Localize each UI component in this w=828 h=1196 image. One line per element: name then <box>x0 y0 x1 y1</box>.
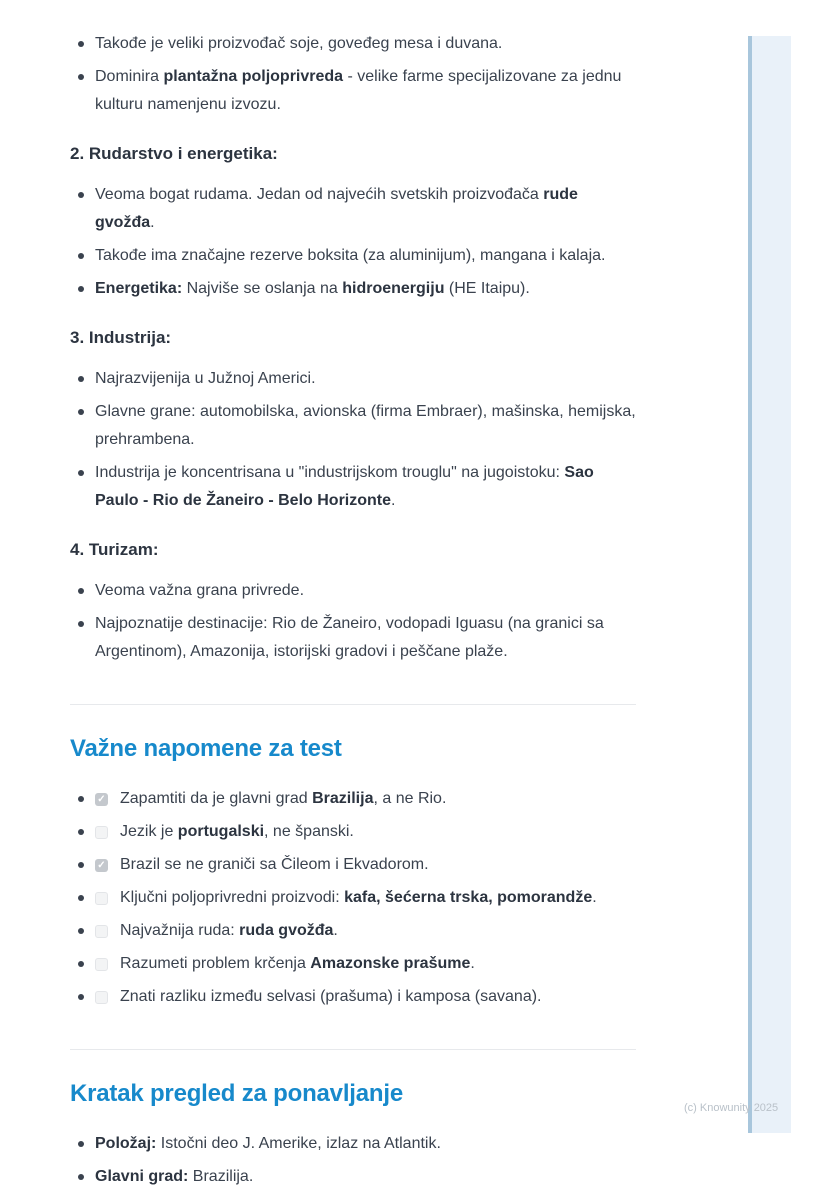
list-item <box>70 610 636 666</box>
text: Takođe ima značajne rezerve boksita (za aluminijum), mangana i kalaja. <box>95 247 606 264</box>
list-item-text <box>95 242 636 270</box>
bold-text: rude gvožđa <box>95 186 578 231</box>
list-item-text <box>95 30 636 58</box>
text: . <box>391 492 396 509</box>
list-item-text <box>95 275 636 303</box>
bullet-icon <box>78 41 84 47</box>
bold-text: ruda gvožđa <box>239 922 334 939</box>
text: Industrija je koncentrisana u "industrijskom trouglu" na jugoistoku: <box>95 464 565 481</box>
check-icon: ✓ <box>97 859 106 871</box>
list-item <box>70 1163 636 1191</box>
bullet-icon <box>78 1174 84 1180</box>
list-item <box>70 242 636 270</box>
bullet-icon <box>78 286 84 292</box>
bullet-icon <box>78 253 84 259</box>
bold-text: hidroenergiju <box>342 280 445 297</box>
bullet-icon <box>78 961 84 967</box>
list-item <box>70 459 636 515</box>
text: Brazilija. <box>188 1168 254 1185</box>
list-item-text <box>95 1163 636 1191</box>
bullet-list <box>70 1130 636 1191</box>
section-title: Kratak pregled za ponavljanje <box>70 1080 403 1107</box>
text: Najrazvijenija u Južnoj Americi. <box>95 370 316 387</box>
bullet-icon <box>78 588 84 594</box>
text: Razumeti problem krčenja <box>120 955 311 972</box>
bullet-list <box>70 30 636 119</box>
text: Najviše se oslanja na <box>182 280 343 297</box>
text: Jezik je <box>120 823 178 840</box>
bullet-icon <box>78 862 84 868</box>
numbered-heading: 3. Industrija: <box>70 328 172 347</box>
check-list <box>70 785 636 1011</box>
bullet-list <box>70 181 636 303</box>
list-item <box>70 30 636 58</box>
checkbox-checked[interactable] <box>95 859 108 872</box>
bold-text: Amazonske prašume <box>310 955 471 972</box>
bullet-icon <box>78 192 84 198</box>
list-item-text <box>95 365 636 393</box>
list-item <box>70 818 636 846</box>
list-item <box>70 917 636 945</box>
list-item-text <box>95 181 636 237</box>
text: - velike farme specijalizovane za jednu kulturu namenjenu izvozu. <box>95 68 622 113</box>
list-item-text <box>120 884 636 912</box>
list-item-text <box>120 851 636 879</box>
text: Veoma važna grana privrede. <box>95 582 305 599</box>
bullet-icon <box>78 928 84 934</box>
list-item-text <box>95 1130 636 1158</box>
bullet-icon <box>78 1141 84 1147</box>
bullet-icon <box>78 409 84 415</box>
text: Istočni deo J. Amerike, izlaz na Atlantik. <box>156 1135 441 1152</box>
list-item-text <box>95 610 636 666</box>
text: . <box>592 889 597 906</box>
bullet-icon <box>78 470 84 476</box>
list-item <box>70 577 636 605</box>
text: Najvažnija ruda: <box>120 922 240 939</box>
text: Zapamtiti da je glavni grad <box>120 790 313 807</box>
text: Veoma bogat rudama. Jedan od najvećih svetskih proizvođača <box>95 186 544 203</box>
vertical-scrollbar[interactable] <box>748 36 791 1133</box>
bullet-icon <box>78 621 84 627</box>
divider <box>70 1049 636 1050</box>
bold-text: Položaj: <box>95 1135 157 1152</box>
list-item-text <box>120 983 636 1011</box>
bold-text: kafa, šećerna trska, pomorandže <box>344 889 593 906</box>
document-content <box>70 30 636 1196</box>
text: Brazil se ne graniči sa Čileom i Ekvadorom. <box>120 856 429 873</box>
bold-text: Brazilija <box>312 790 374 807</box>
checkbox-unchecked[interactable] <box>95 925 108 938</box>
list-item-text <box>120 785 636 813</box>
text: Glavne grane: automobilska, avionska (firma Embraer), mašinska, hemijska, prehrambena. <box>95 403 636 448</box>
list-item <box>70 884 636 912</box>
numbered-heading: 4. Turizam: <box>70 540 159 559</box>
text: . <box>333 922 338 939</box>
checkbox-unchecked[interactable] <box>95 826 108 839</box>
text: Takođe je veliki proizvođač soje, goveđeg mesa i duvana. <box>95 35 503 52</box>
list-item <box>70 365 636 393</box>
bold-text: Energetika: <box>95 280 183 297</box>
list-item <box>70 398 636 454</box>
bullet-list <box>70 365 636 515</box>
bullet-icon <box>78 74 84 80</box>
list-item-text <box>120 818 636 846</box>
text: Ključni poljoprivredni proizvodi: <box>120 889 345 906</box>
bullet-list <box>70 577 636 666</box>
list-item <box>70 275 636 303</box>
list-item <box>70 851 636 879</box>
bullet-icon <box>78 994 84 1000</box>
list-item-text <box>120 917 636 945</box>
checkbox-unchecked[interactable] <box>95 892 108 905</box>
bold-text: Glavni grad: <box>95 1168 189 1185</box>
bullet-icon <box>78 376 84 382</box>
list-item-text <box>95 398 636 454</box>
check-icon: ✓ <box>97 793 106 805</box>
bold-text: Sao Paulo - Rio de Žaneiro - Belo Horizonte <box>95 464 594 509</box>
bullet-icon <box>78 895 84 901</box>
list-item-text <box>95 63 636 119</box>
list-item <box>70 181 636 237</box>
list-item <box>70 785 636 813</box>
bold-text: portugalski <box>177 823 265 840</box>
text: , ne španski. <box>264 823 354 840</box>
text: (HE Itaipu). <box>444 280 530 297</box>
list-item <box>70 1130 636 1158</box>
divider <box>70 704 636 705</box>
list-item <box>70 63 636 119</box>
list-item-text <box>95 459 636 515</box>
copyright-watermark: (c) Knowunity 2025 <box>684 1102 779 1114</box>
bullet-icon <box>78 829 84 835</box>
checkbox-checked[interactable] <box>95 793 108 806</box>
list-item-text <box>95 577 636 605</box>
text: Znati razliku između selvasi (prašuma) i kamposa (savana). <box>120 988 542 1005</box>
bold-text: plantažna poljoprivreda <box>163 68 344 85</box>
numbered-heading: 2. Rudarstvo i energetika: <box>70 144 278 163</box>
section-title: Važne napomene za test <box>70 735 342 762</box>
list-item <box>70 950 636 978</box>
text: , a ne Rio. <box>373 790 447 807</box>
list-item-text <box>120 950 636 978</box>
checkbox-unchecked[interactable] <box>95 958 108 971</box>
bullet-icon <box>78 796 84 802</box>
list-item <box>70 983 636 1011</box>
text: Dominira <box>95 68 164 85</box>
text: Najpoznatije destinacije: Rio de Žaneiro, vodopadi Iguasu (na granici sa Argentinom), Amazonija, istorijski gradovi i peščane plaže. <box>95 615 604 660</box>
text: . <box>470 955 475 972</box>
checkbox-unchecked[interactable] <box>95 991 108 1004</box>
text: . <box>150 214 155 231</box>
